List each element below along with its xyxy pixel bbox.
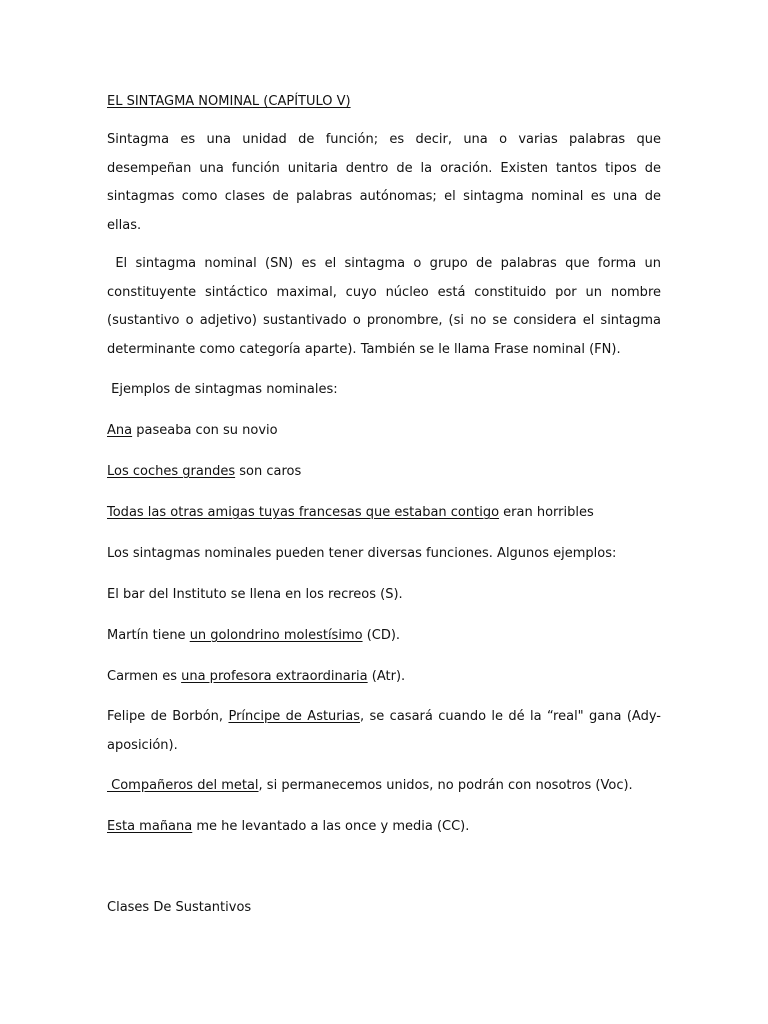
example-1-noun-phrase: Ana [107,423,133,438]
function-2-after: (CD). [362,628,401,643]
section-heading: Clases De Sustantivos [107,900,252,915]
example-2 [107,456,661,487]
function-3-noun-phrase: una profesora extraordinaria [181,669,368,684]
document-title: EL SINTAGMA NOMINAL (CAPÍTULO V) [107,94,351,109]
function-example-vocative [107,770,661,801]
function-6-after: me he levantado a las once y media (CC). [192,819,470,834]
example-1 [107,415,661,446]
function-5-after: , si permanecemos unidos, no podrán con nosotros (Voc). [258,778,633,793]
functions-intro: Los sintagmas nominales pueden tener diversas funciones. Algunos ejemplos: [107,546,617,561]
function-2-noun-phrase: un golondrino molestísimo [189,628,363,643]
function-example-circumstantial [107,811,661,842]
function-example-apposition [107,702,661,760]
example-3-rest: eran horribles [499,505,594,520]
function-2-before: Martín tiene [107,628,190,643]
example-2-rest: son caros [235,464,302,479]
paragraph-definition: Sintagma es una unidad de función; es decir, una o varias palabras que desempeñan una función unitaria dentro de la oración. Existen tantos tipos de sintagmas como clases de palabras autónomas; el sintagma nominal es una de ellas. [107,132,661,233]
function-3-before: Carmen es [107,669,182,684]
document-page [107,88,666,933]
function-5-noun-phrase: Compañeros del metal [107,778,259,793]
function-3-after: (Atr). [367,669,406,684]
function-4-before: Felipe de Borbón, [107,709,229,724]
examples-heading: Ejemplos de sintagmas nominales: [107,382,338,397]
function-example-direct-object [107,620,661,651]
example-1-rest: paseaba con su novio [132,423,278,438]
section-spacer [107,852,661,892]
paragraph-sintagma-nominal: El sintagma nominal (SN) es el sintagma o grupo de palabras que forma un constituyente sintáctico maximal, cuyo núcleo está constituido por un nombre (sustantivo o adjetivo) sustantivado o pronombre, (si no se considera el sintagma determinante como categoría aparte). También se le llama Frase nominal (FN). [107,256,666,357]
example-2-noun-phrase: Los coches grandes [107,464,236,479]
function-6-noun-phrase: Esta mañana [107,819,193,834]
example-3-noun-phrase: Todas las otras amigas tuyas francesas que estaban contigo [107,505,500,520]
function-4-after: , se casará cuando le dé la “real" gana (Ady-aposición). [107,709,662,753]
example-3 [107,497,661,528]
function-example-attribute [107,661,661,692]
function-example-subject: El bar del Instituto se llena en los recreos (S). [107,587,403,602]
function-4-noun-phrase: Príncipe de Asturias [228,709,360,724]
